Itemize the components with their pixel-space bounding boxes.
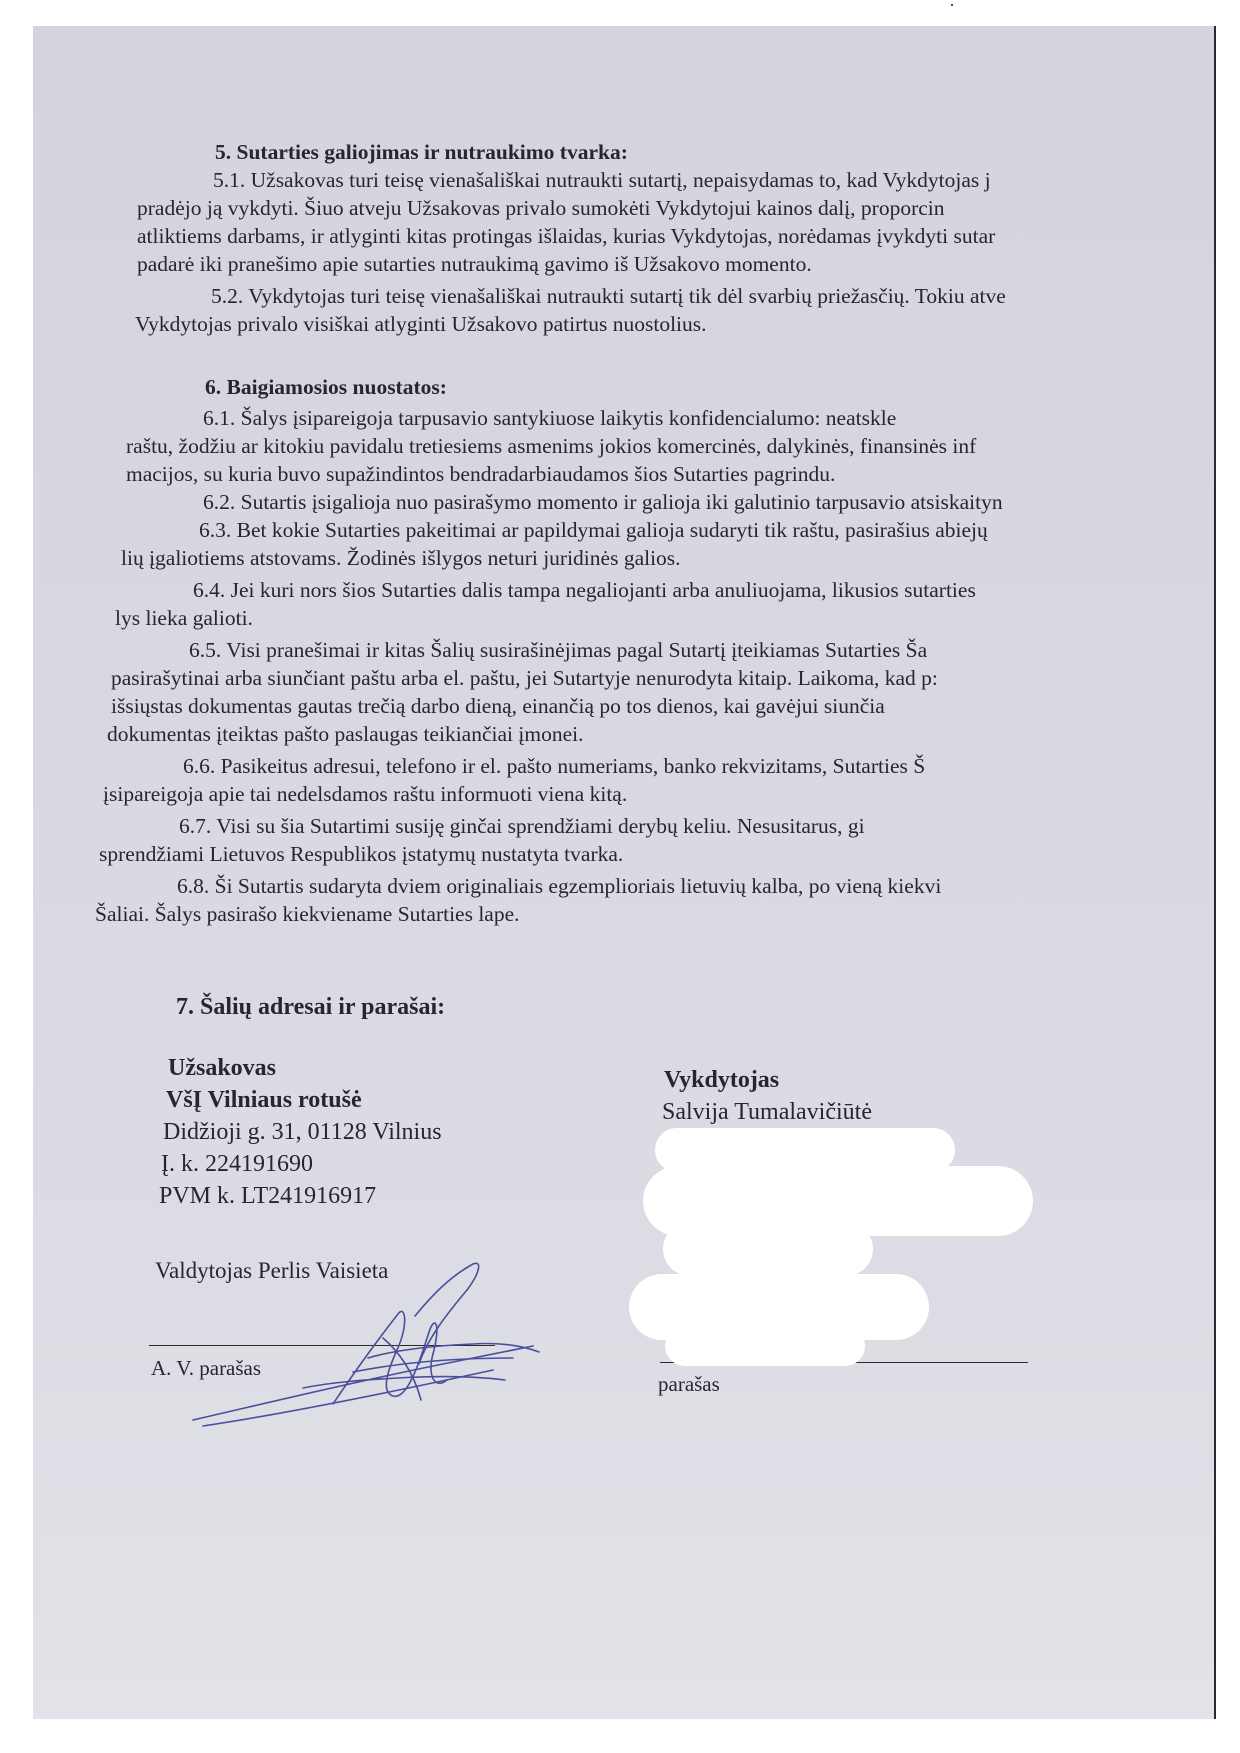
contractor-signature-label: parašas (658, 1372, 720, 1396)
contractor-role: Vykdytojas (664, 1067, 780, 1093)
customer-vat-code: PVM k. LT241916917 (159, 1183, 377, 1209)
section-5-heading: 5. Sutarties galiojimas ir nutraukimo tvarka: (215, 140, 628, 164)
customer-company-code: Į. k. 224191690 (161, 1151, 313, 1177)
section-6-line: pasirašytinai arba siunčiant paštu arba el. paštu, jei Sutartyje nenurodyta kitaip. Laikoma, kad p: (111, 666, 938, 690)
section-6-heading: 6. Baigiamosios nuostatos: (205, 375, 447, 399)
redaction-blot (665, 1326, 865, 1366)
customer-handwritten-signature (183, 1254, 563, 1434)
customer-name: VšĮ Vilniaus rotušė (166, 1087, 362, 1113)
section-6-line: lių įgaliotiems atstovams. Žodinės išlygos neturi juridinės galios. (121, 546, 681, 570)
section-6-line: raštu, žodžiu ar kitokiu pavidalu tretiesiems asmenims jokios komercinės, dalykinės, finansinės inf (126, 434, 977, 458)
customer-address: Didžioji g. 31, 01128 Vilnius (163, 1119, 442, 1145)
scan-speck (951, 4, 953, 6)
section-6-line: išsiųstas dokumentas gautas trečią darbo dieną, einančią po tos dienos, kai gavėjui siunčia (111, 694, 885, 718)
section-6-line: lys lieka galioti. (115, 606, 253, 630)
customer-role: Užsakovas (168, 1055, 277, 1081)
section-6-line: macijos, su kuria buvo supažindintos bendradarbiaudamos šios Sutarties pagrindu. (126, 462, 836, 486)
section-6-line: 6.8. Ši Sutartis sudaryta dviem originaliais egzemplioriais lietuvių kalba, po vieną kiekvi (177, 874, 942, 898)
section-6-line: 6.4. Jei kuri nors šios Sutarties dalis tampa negaliojanti arba anuliuojama, likusios sutarties (193, 578, 976, 602)
section-5-line: atliktiems darbams, ir atlyginti kitas protingas išlaidas, kurias Vykdytojas, norėdamas įvykdyti sutar (137, 224, 996, 248)
section-6-line: dokumentas įteiktas pašto paslaugas teikiančiai įmonei. (107, 722, 584, 746)
section-5-line: Vykdytojas privalo visiškai atlyginti Užsakovo patirtus nuostolius. (135, 312, 707, 336)
section-6-line: 6.5. Visi pranešimai ir kitas Šalių susirašinėjimas pagal Sutartį įteikiamas Sutarties Ša (189, 638, 928, 662)
contract-page (33, 26, 1216, 1719)
section-6-line: sprendžiami Lietuvos Respublikos įstatymų nustatyta tvarka. (99, 842, 624, 866)
contractor-name: Salvija Tumalavičiūtė (662, 1099, 872, 1125)
section-6-line: 6.7. Visi su šia Sutartimi susiję ginčai sprendžiami derybų keliu. Nesusitarus, gi (179, 814, 865, 838)
section-7-heading: 7. Šalių adresai ir parašai: (176, 994, 446, 1020)
section-6-line: įsipareigoja apie tai nedelsdamos raštu informuoti viena kitą. (103, 782, 628, 806)
customer-signature-label: A. V. parašas (151, 1356, 262, 1380)
section-6-line: Šaliai. Šalys pasirašo kiekviename Sutarties lape. (95, 902, 520, 926)
section-6-line: 6.6. Pasikeitus adresui, telefono ir el. pašto numeriams, banko rekvizitams, Sutarties Š (183, 754, 926, 778)
section-5-line: 5.2. Vykdytojas turi teisę vienašališkai nutraukti sutartį tik dėl svarbių priežasčių. Tokiu atve (211, 284, 1006, 308)
section-5-line: padarė iki pranešimo apie sutarties nutraukimą gavimo iš Užsakovo momento. (137, 252, 812, 276)
section-6-line: 6.1. Šalys įsipareigoja tarpusavio santykiuose laikytis konfidencialumo: neatskle (203, 406, 897, 430)
section-5-line: pradėjo ją vykdyti. Šiuo atveju Užsakovas privalo sumokėti Vykdytojui kainos dalį, proporcin (137, 196, 945, 220)
section-6-line: 6.3. Bet kokie Sutarties pakeitimai ar papildymai galioja sudaryti tik raštu, pasirašius abiejų (199, 518, 988, 542)
section-5-line: 5.1. Užsakovas turi teisę vienašališkai nutraukti sutartį, nepaisydamas to, kad Vykdytojas j (213, 168, 991, 192)
section-6-line: 6.2. Sutartis įsigalioja nuo pasirašymo momento ir galioja iki galutinio tarpusavio atsiskaityn (203, 490, 1003, 514)
customer-manager: Valdytojas Perlis Vaisieta (155, 1258, 389, 1283)
redaction-blot (663, 1222, 873, 1276)
